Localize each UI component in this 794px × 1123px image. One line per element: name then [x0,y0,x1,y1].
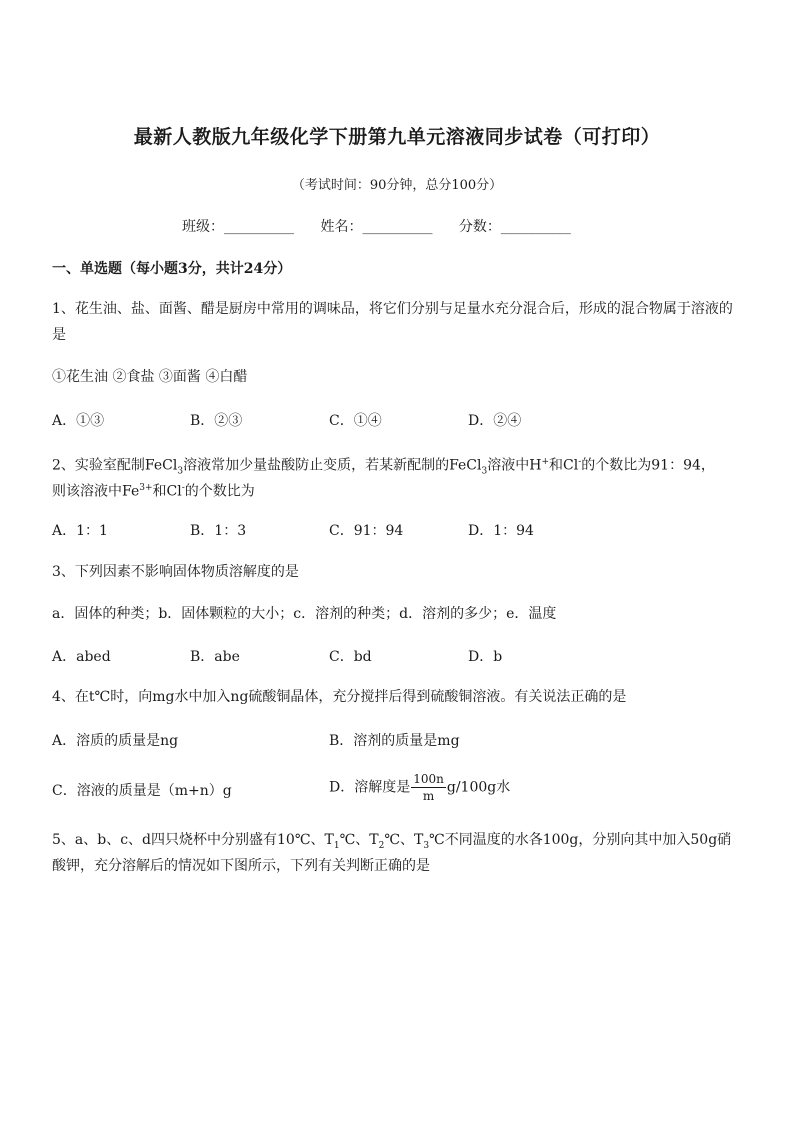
question-1-option-a: A．①③ [52,413,105,429]
question-3-option-d: D．b [468,649,503,665]
section-heading: 一、单选题（每小题3分，共计24分） [52,261,292,277]
question-4-stem: 4、在t℃时，向mg水中加入ng硫酸铜晶体，充分搅拌后得到硫酸铜溶液。有关说法正确的是 [52,689,627,705]
question-4-option-d: D．溶解度是 $\frac{100n}{m}$ g/100g水 [329,772,511,803]
question-4-option-c: C．溶液的质量是（m+n）g [52,783,232,799]
page-title: 最新人教版九年级化学下册第九单元溶液同步试卷（可打印） [133,126,661,148]
exam-time-note: （考试时间：90分钟，总分100分） [291,178,503,193]
class-field: 班级：__________ [182,219,294,235]
question-1-option-b: B．②③ [190,413,243,429]
question-2-option-a: A．1：1 [52,523,108,539]
question-5-stem-line-1: 5、a、b、c、d四只烧杯中分别盛有10℃、$T_1℃$、$T_2℃$、$T_3℃$不同温度的水各100g，分别向其中加入50g硝 [52,832,732,851]
question-3-items: a．固体的种类；b．固体颗粒的大小；c．溶剂的种类；d．溶剂的多少；e．温度 [52,606,557,622]
question-2-option-b: B．1：3 [190,523,247,539]
question-1-stem: 1、花生油、盐、面酱、醋是厨房中常用的调味品，将它们分别与足量水充分混合后，形成的混合物属于溶液的是 [52,301,733,343]
name-field: 姓名：__________ [320,219,433,235]
question-4-option-a: A．溶质的质量是ng [52,733,179,749]
question-3-stem: 3、下列因素不影响固体物质溶解度的是 [52,564,299,580]
question-3-option-c: C．bd [329,649,372,665]
question-2-stem-line-2: 则该溶液中$Fe^{3+}$和Cl-的个数比为 [52,483,255,500]
question-4-option-b: B．溶剂的质量是mg [329,733,460,749]
question-2-option-c: C．91：94 [329,523,404,539]
question-5-stem-line-2: 酸钾，充分溶解后的情况如下图所示，下列有关判断正确的是 [52,858,430,874]
question-2-option-d: D．1：94 [468,523,534,539]
fraction: $\frac{100n}{m}$ [413,772,444,803]
student-info-line [182,216,571,236]
question-3-option-b: B．abe [190,649,240,665]
question-3-option-a: A．abed [52,649,111,665]
score-field: 分数：__________ [458,219,571,235]
question-1-items: ①花生油 ②食盐 ③面酱 ④白醋 [52,369,248,385]
question-2-stem-line-1: 2、实验室配制FeCl$_3$溶液常加少量盐酸防止变质，若某新配制的FeCl$_3$溶液中H+和Cl-的个数比为91：94， [52,457,715,477]
question-1-option-d: D．②④ [468,413,522,429]
question-1-option-c: C．①④ [329,413,382,429]
